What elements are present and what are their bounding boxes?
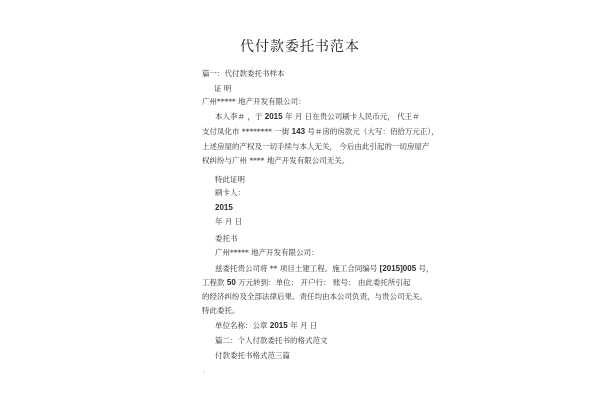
unit-year: 2015 <box>269 321 288 330</box>
paragraph1-line1-text-a: 本人李＃ ，于 <box>215 112 263 121</box>
paragraph2-line2-text-a: 工程款 <box>202 278 225 287</box>
paragraph1-line1-text-b: 年 月 日在贵公司刷卡人民币元， 代王＃ <box>284 112 420 121</box>
paragraph1-number: 143 <box>291 127 306 136</box>
paragraph1-line2-text-a: 支付凤化市 ******** 一街 <box>202 127 290 136</box>
paragraph1-year: 2015 <box>264 112 283 121</box>
paragraph1-line2-text-b: 号＃房的房款元（大写：佰拾万元正）， <box>307 127 439 136</box>
paragraph2-line1 <box>215 264 434 274</box>
paragraph2-line4: 特此委托。 <box>202 306 240 315</box>
date-line: 年 月 日 <box>215 217 243 226</box>
card-person-label: 刷卡人： <box>215 188 245 197</box>
paragraph2-line1-text-b: 号， <box>418 264 434 273</box>
unit-signature-line <box>215 321 317 331</box>
paragraph2-line3: 的经济纠纷及全部法律后果、责任均由本公司负责，与贵公司无关。 <box>202 292 427 301</box>
page-title: 代付款委托书范本 <box>240 39 360 55</box>
power-of-attorney-heading: 委托书 <box>215 234 238 243</box>
special-certification: 特此证明 <box>215 175 245 184</box>
date-year-value: 2015 <box>215 203 233 212</box>
paragraph1-line3: 上述房屋的产权及一切手续与本人无关， 今后由此引起的一切房屋产 <box>202 142 430 151</box>
page-mark: ᐟ <box>203 370 206 377</box>
contract-number: [2015]005 <box>379 264 417 273</box>
section3-heading: 付款委托书格式范三篇 <box>215 351 290 360</box>
section1-heading: 篇一：代付款委托书样本 <box>202 69 285 78</box>
paragraph2-line1-text-a: 兹委托贵公司将 ** 项目土建工程。施工合同编号 <box>215 264 378 273</box>
payment-amount: 50 <box>226 278 236 287</box>
unit-name: 单位名称：公章 <box>215 321 268 330</box>
paragraph2-line2-text-b: 万元转到：单位： 开户行： 账号： 由此委托所引起 <box>238 278 411 287</box>
paragraph1-line4: 权纠纷与广州 **** 地产开发有限公司无关。 <box>202 156 350 165</box>
certificate-heading: 证 明 <box>214 84 232 93</box>
addressee-2: 广州***** 地产开发有限公司： <box>215 248 319 257</box>
paragraph1-line1 <box>215 112 420 122</box>
paragraph2-line2 <box>202 278 410 288</box>
paragraph1-line2 <box>202 127 439 137</box>
section2-heading: 篇二：个人付款委托书的格式范文 <box>215 336 328 345</box>
unit-date: 年 月 日 <box>290 321 318 330</box>
addressee: 广州***** 地产开发有限公司： <box>202 97 306 106</box>
date-year <box>215 203 233 213</box>
